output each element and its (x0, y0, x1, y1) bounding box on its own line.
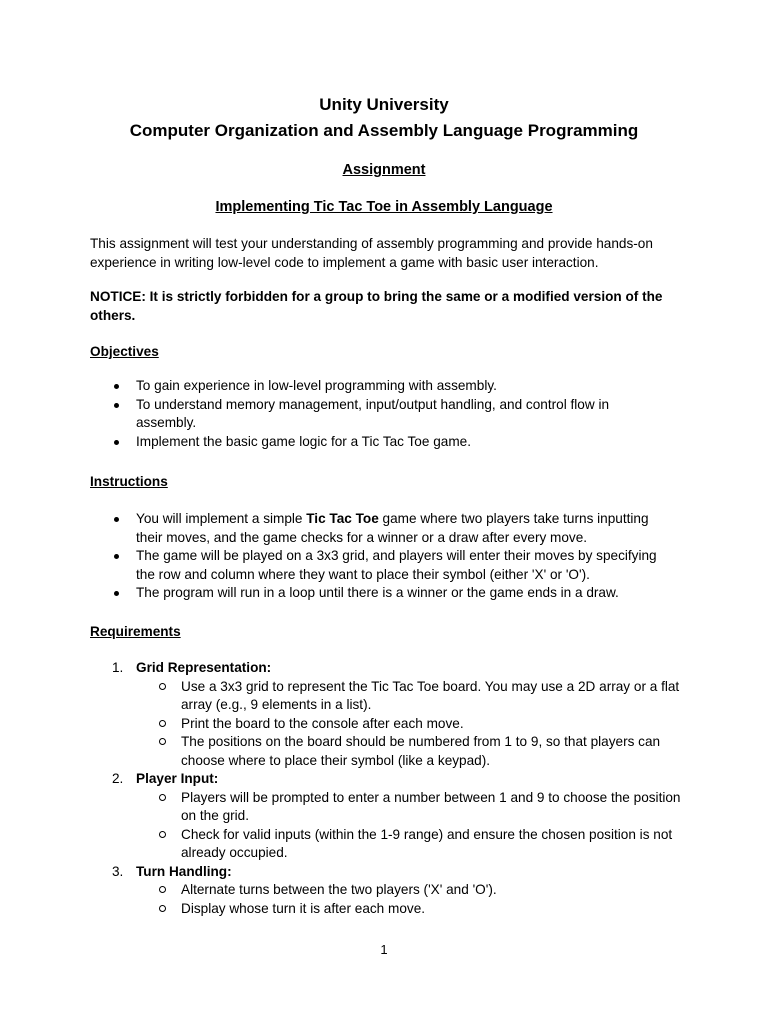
list-item-text: To gain experience in low-level programming with assembly. (136, 378, 497, 393)
instructions-list (112, 510, 672, 603)
list-item-text: The game will be played on a 3x3 grid, and players will enter their moves by specifying the row and column where they want to place their symbol (either 'X' or 'O'). (136, 548, 657, 582)
doc-type-heading (0, 161, 768, 180)
requirement-item (112, 659, 682, 770)
intro-paragraph: This assignment will test your understanding of assembly programming and provide hands-on experience in writing low-level code to implement a game with basic user interaction. (90, 236, 653, 270)
sub-item (136, 733, 682, 770)
bullet-icon (114, 554, 119, 559)
sub-item (136, 789, 682, 826)
list-item (112, 396, 672, 433)
sub-item (136, 715, 682, 734)
list-item (112, 547, 672, 584)
bullet-icon (114, 591, 119, 596)
university-title: Unity University (319, 95, 449, 114)
assignment-title-text: Implementing Tic Tac Toe in Assembly Language (215, 199, 553, 215)
bullet-icon (114, 440, 119, 445)
list-item (112, 433, 672, 452)
instructions-heading: Instructions (90, 474, 168, 489)
sub-item-text: Players will be prompted to enter a number between 1 and 9 to choose the position on the grid. (181, 789, 681, 823)
sub-item (136, 678, 682, 715)
list-item-text: To understand memory management, input/output handling, and control flow in assembly. (136, 396, 610, 430)
circle-bullet-icon (159, 683, 166, 690)
circle-bullet-icon (159, 720, 166, 727)
sub-item (136, 900, 682, 919)
sub-item-text: Alternate turns between the two players ('X' and 'O'). (181, 882, 497, 897)
sub-item-text: Use a 3x3 grid to represent the Tic Tac Toe board. You may use a 2D array or a flat array (e.g., 9 elements in a list). (181, 678, 680, 712)
circle-bullet-icon (159, 738, 166, 745)
list-item-text: The program will run in a loop until there is a winner or the game ends in a draw. (136, 585, 619, 600)
doc-type-text: Assignment (342, 162, 426, 178)
sub-item (136, 826, 682, 863)
item-number: 3. (112, 863, 124, 879)
sub-list (136, 789, 682, 863)
sub-list (136, 881, 682, 918)
circle-bullet-icon (159, 905, 166, 912)
list-item-text: You will implement a simple (136, 511, 307, 526)
list-item-text: Implement the basic game logic for a Tic Tac Toe game. (136, 433, 471, 449)
requirement-title: Player Input: (136, 771, 219, 786)
assignment-title (0, 198, 768, 217)
bullet-icon (114, 384, 119, 389)
page-number: 1 (380, 942, 388, 957)
list-item-text: game where two players take turns inputting their moves, and the game checks for a winner or a draw after every move. (136, 511, 649, 545)
bullet-icon (114, 403, 119, 408)
requirements-heading: Requirements (90, 624, 181, 639)
requirement-title: Turn Handling: (136, 863, 232, 879)
list-item (112, 377, 672, 396)
circle-bullet-icon (159, 794, 166, 801)
list-item (112, 510, 672, 547)
sub-item (136, 881, 682, 900)
item-number: 1. (112, 660, 124, 675)
sub-list (136, 678, 682, 771)
item-number: 2. (112, 771, 124, 786)
bullet-icon (114, 517, 119, 522)
circle-bullet-icon (159, 886, 166, 893)
sub-item-text: Print the board to the console after each move. (181, 715, 464, 731)
sub-item-text: Display whose turn it is after each move. (181, 900, 426, 916)
requirement-item (112, 863, 682, 919)
course-title: Computer Organization and Assembly Language Programming (129, 121, 639, 140)
objectives-list (112, 377, 672, 451)
requirement-item (112, 770, 682, 863)
sub-item-text: The positions on the board should be numbered from 1 to 9, so that players can choose where to place their symbol (like a keypad). (181, 734, 661, 768)
objectives-heading: Objectives (90, 344, 159, 359)
circle-bullet-icon (159, 831, 166, 838)
sub-item-text: Check for valid inputs (within the 1-9 range) and ensure the chosen position is not already occupied. (181, 826, 673, 860)
notice-paragraph: NOTICE: It is strictly forbidden for a group to bring the same or a modified version of the others. (90, 289, 663, 323)
game-name-text: Tic Tac Toe (306, 511, 379, 526)
list-item (112, 584, 672, 603)
requirement-title: Grid Representation: (136, 660, 272, 675)
requirements-list (112, 659, 682, 918)
